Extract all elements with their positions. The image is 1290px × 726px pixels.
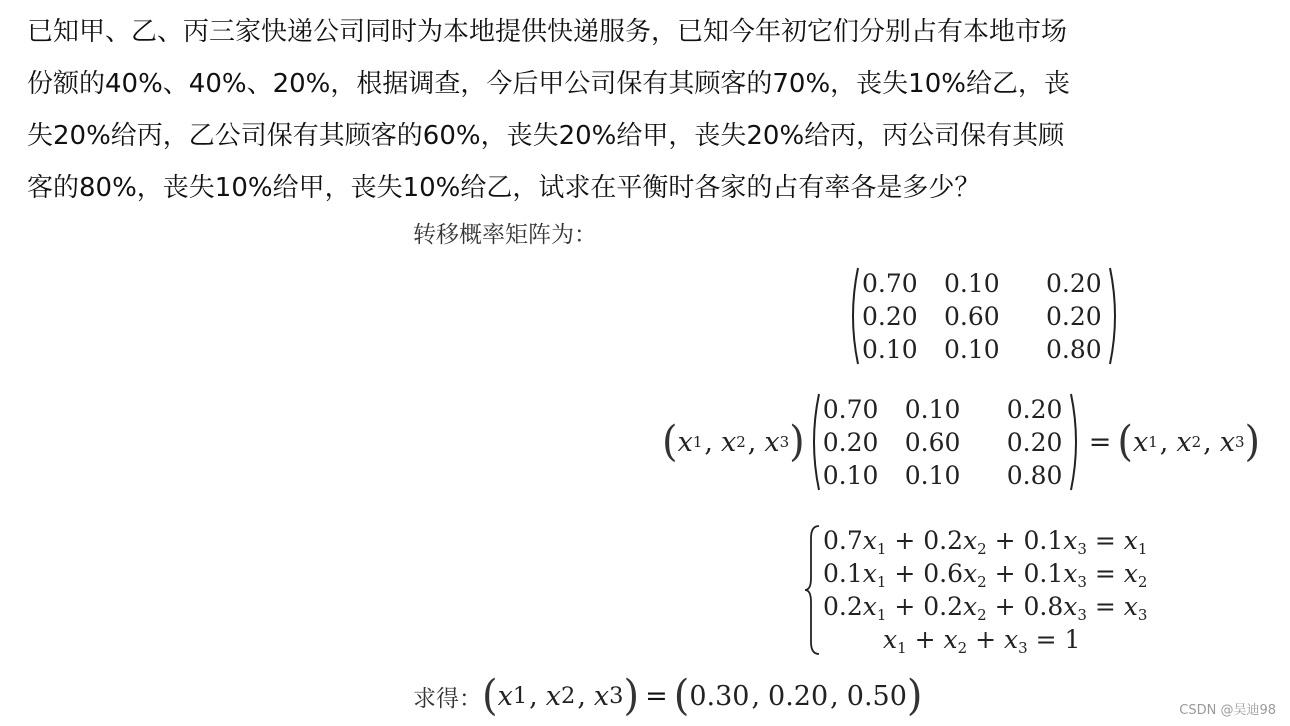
system-row-2: $0.1x_1 + 0.6x_2 + 0.1x_3 = x_2$	[823, 559, 1148, 591]
row-vector-rhs: ( x 1 , x 2 , x 3 )	[1117, 417, 1261, 467]
matrix-cell: 0.70	[822, 394, 879, 424]
result-equals-sign: =	[645, 680, 668, 712]
right-paren-icon	[1108, 266, 1122, 366]
matrix-cell: 0.10	[862, 334, 918, 364]
left-brace-icon	[803, 524, 821, 656]
matrix-cell: 0.60	[904, 427, 961, 457]
problem-line-3: 失20%给丙，乙公司保有其顾客的60%，丧失20%给甲，丧失20%给丙，丙公司保有其顾	[27, 121, 1065, 151]
matrix-cell: 0.20	[1046, 268, 1102, 298]
watermark: CSDN @吴迪98	[1179, 703, 1276, 718]
left-paren-icon	[807, 392, 821, 492]
matrix-cell: 0.20	[1006, 427, 1063, 457]
result-line	[413, 671, 923, 721]
system-row-3: $0.2x_1 + 0.2x_2 + 0.8x_3 = x_3$	[823, 592, 1148, 624]
row-vector-lhs: ( x 1 , x 2 , x 3 )	[662, 417, 805, 467]
transition-matrix	[846, 266, 1122, 372]
matrix-cell: 0.10	[822, 460, 879, 490]
matrix-cell: 0.60	[944, 301, 1000, 331]
matrix-cell: 0.20	[1046, 301, 1102, 331]
result-values: ( 0.30 , 0.20 , 0.50 )	[673, 671, 923, 721]
matrix-cell: 0.20	[862, 301, 918, 331]
problem-line-4: 客的80%，丧失10%给甲，丧失10%给乙，试求在平衡时各家的占有率各是多少？	[27, 173, 981, 203]
matrix-cell: 0.20	[822, 427, 879, 457]
equation-matrix	[807, 392, 1083, 492]
matrix-cell: 0.70	[862, 268, 918, 298]
problem-statement	[27, 6, 1277, 214]
matrix-cell: 0.10	[904, 394, 961, 424]
matrix-cell: 0.10	[944, 334, 1000, 364]
equals-sign: =	[1088, 426, 1112, 458]
result-vector-lhs: ( x 1 , x 2 , x 3 )	[482, 671, 640, 721]
stationary-equation	[662, 392, 1260, 492]
problem-line-2: 份额的40%、40%、20%，根据调查，今后甲公司保有其顾客的70%，丧失10%给乙，丧	[27, 69, 1070, 99]
system-row-sum: $x_1 + x_2 + x_3 = 1$	[883, 625, 1081, 657]
matrix-grid	[860, 267, 1108, 366]
left-paren-icon	[846, 266, 860, 366]
result-label: 求得：	[413, 685, 482, 712]
system-row-1: $0.7x_1 + 0.2x_2 + 0.1x_3 = x_1$	[823, 526, 1148, 558]
matrix-cell: 0.10	[904, 460, 961, 490]
matrix-cell: 0.80	[1046, 334, 1102, 364]
matrix-cell: 0.10	[944, 268, 1000, 298]
transition-matrix-heading: 转移概率矩阵为：	[413, 222, 597, 248]
matrix-cell: 0.20	[1006, 394, 1063, 424]
matrix-cell: 0.80	[1006, 460, 1063, 490]
problem-line-1: 已知甲、乙、丙三家快递公司同时为本地提供快递服务，已知今年初它们分别占有本地市场	[27, 17, 1068, 47]
right-paren-icon	[1069, 392, 1083, 492]
equation-system	[803, 524, 1147, 656]
